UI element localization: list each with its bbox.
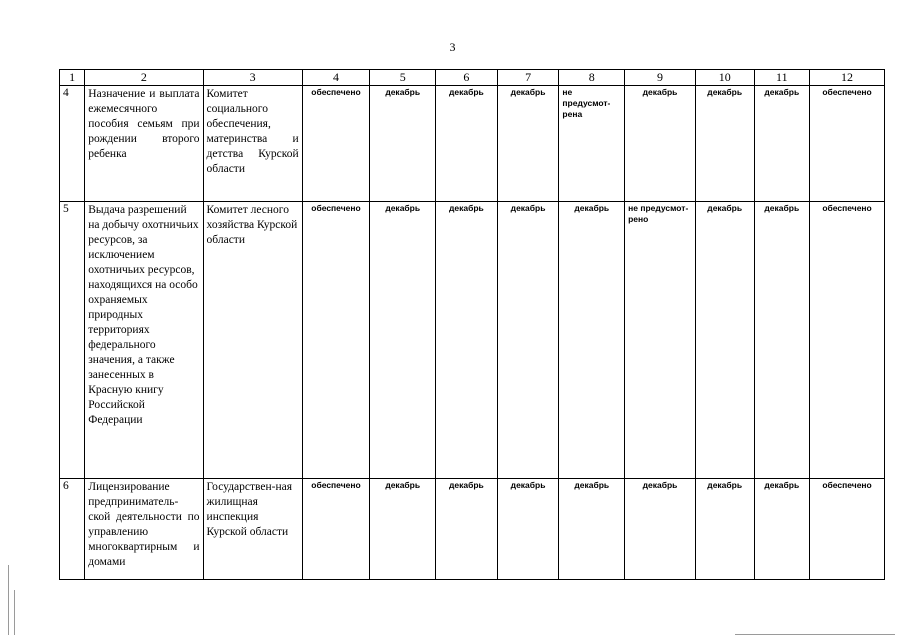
status-cell: декабрь (559, 479, 625, 580)
status-cell: обеспечено (810, 202, 885, 479)
column-header: 8 (559, 70, 625, 86)
column-header: 1 (60, 70, 85, 86)
status-cell: декабрь (695, 202, 754, 479)
status-cell: декабрь (370, 202, 436, 479)
column-header: 9 (625, 70, 696, 86)
responsible-organization: Комитет социального обеспечения, материнства и детства Курской области (203, 86, 302, 202)
column-header: 7 (497, 70, 559, 86)
row-number: 6 (60, 479, 85, 580)
row-number: 5 (60, 202, 85, 479)
status-cell: декабрь (436, 86, 498, 202)
column-header: 12 (810, 70, 885, 86)
status-cell: обеспечено (302, 86, 370, 202)
status-cell: декабрь (370, 86, 436, 202)
status-cell: декабрь (436, 479, 498, 580)
scan-footer-mark (735, 634, 895, 635)
column-header: 11 (754, 70, 810, 86)
status-cell: декабрь (436, 202, 498, 479)
status-cell: обеспечено (810, 86, 885, 202)
column-header: 6 (436, 70, 498, 86)
status-cell: декабрь (497, 202, 559, 479)
service-name: Назначение и выплата ежемесячного пособия семьям при рождении второго ребенка (85, 86, 203, 202)
status-cell: декабрь (625, 479, 696, 580)
status-cell: декабрь (754, 202, 810, 479)
column-header: 2 (85, 70, 203, 86)
table-row (60, 202, 885, 479)
status-cell: декабрь (497, 479, 559, 580)
status-cell: декабрь (754, 86, 810, 202)
row-number: 4 (60, 86, 85, 202)
column-header: 5 (370, 70, 436, 86)
status-cell: декабрь (695, 479, 754, 580)
status-cell: не предусмот-рена (559, 86, 625, 202)
status-cell: обеспечено (302, 479, 370, 580)
status-cell: декабрь (695, 86, 754, 202)
scan-edge-mark (14, 590, 15, 635)
service-name: Выдача разрешений на добычу охотничьих ресурсов, за исключением охотничьих ресурсов, находящихся на особо охраняемых природных территориях федерального значения, а также занесенных в Красную книгу Российской Федерации (85, 202, 203, 479)
status-cell: декабрь (370, 479, 436, 580)
status-cell: декабрь (625, 86, 696, 202)
status-cell: декабрь (754, 479, 810, 580)
status-cell: обеспечено (810, 479, 885, 580)
column-header: 10 (695, 70, 754, 86)
responsible-organization: Государствен-ная жилищная инспекция Курской области (203, 479, 302, 580)
column-header: 3 (203, 70, 302, 86)
column-number-row (60, 70, 885, 86)
table-row (60, 479, 885, 580)
responsible-organization: Комитет лесного хозяйства Курской области (203, 202, 302, 479)
status-cell: декабрь (559, 202, 625, 479)
column-header: 4 (302, 70, 370, 86)
table-row (60, 86, 885, 202)
services-table (59, 69, 885, 580)
status-cell: декабрь (497, 86, 559, 202)
status-cell: обеспечено (302, 202, 370, 479)
page-number: 3 (449, 40, 456, 54)
service-name: Лицензирование предприниматель-ской деятельности по управлению многоквартирным и домами (85, 479, 203, 580)
scan-edge-mark (8, 565, 9, 635)
status-cell: не предусмот-рено (625, 202, 696, 479)
